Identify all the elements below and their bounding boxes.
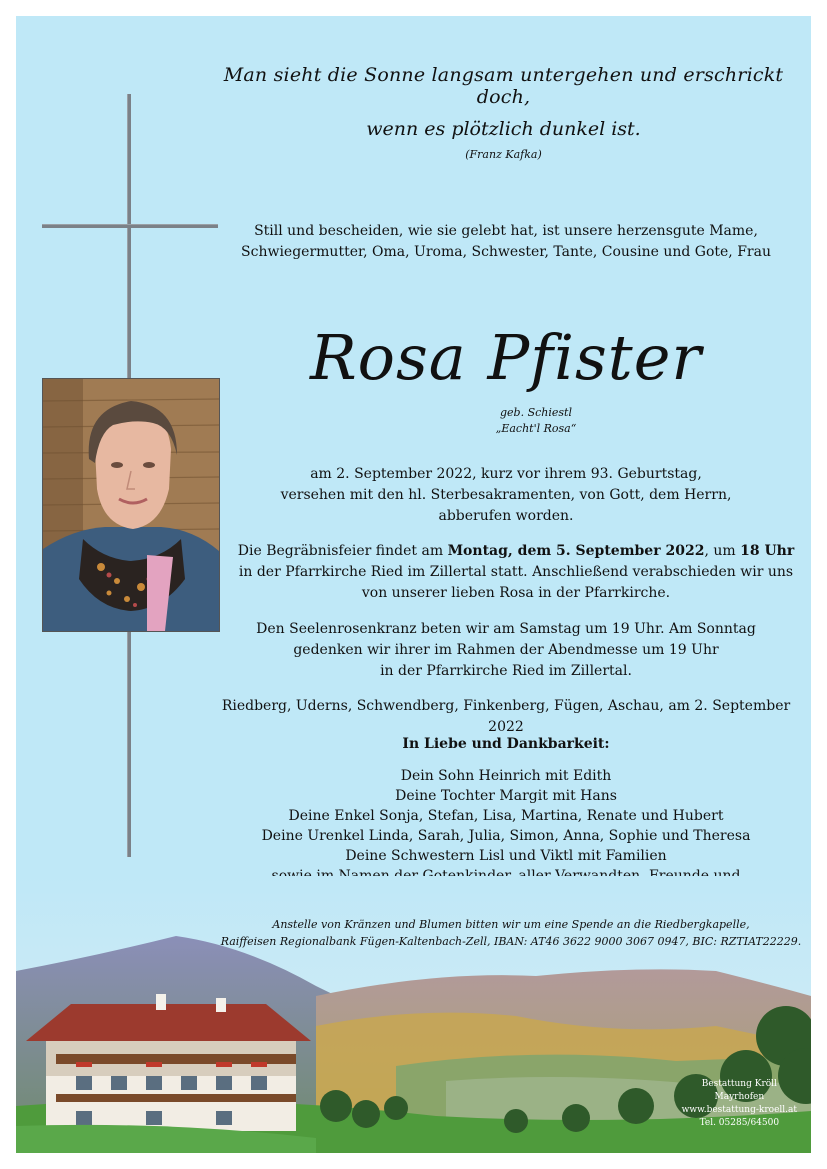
funeral-line-1 — [236, 541, 796, 562]
undertaker-town: Mayrhofen — [714, 1092, 765, 1102]
closing-line: In Liebe und Dankbarkeit: — [402, 736, 610, 752]
list-item: Deine Schwestern Lisl und Viktl mit Familien — [345, 848, 667, 864]
undertaker-info — [682, 1078, 797, 1130]
undertaker-phone: Tel. 05285/64500 — [699, 1118, 780, 1128]
donation-line-1: Anstelle von Kränzen und Blumen bitten wir um eine Spende an die Riedbergkapelle, — [272, 918, 750, 931]
funeral-notice — [236, 541, 796, 604]
rosary-notice — [236, 619, 776, 682]
funeral-line-2: in der Pfarrkirche Ried im Zillertal statt. Anschließend verabschieden wir uns — [238, 564, 794, 580]
donation-notice — [216, 916, 806, 950]
intro-line-1: Still und bescheiden, wie sie gelebt hat, ist unsere herzensgute Mame, — [254, 223, 758, 239]
undertaker-name: Bestattung Kröll — [701, 1079, 777, 1089]
list-item: Deine Tochter Margit mit Hans — [395, 788, 617, 804]
death-line-3: abberufen worden. — [438, 508, 574, 524]
place-date: Riedberg, Uderns, Schwendberg, Finkenberg, Fügen, Aschau, am 2. September 2022 — [221, 698, 791, 735]
rosary-line-3: in der Pfarrkirche Ried im Zillertal. — [380, 663, 632, 679]
nickname: „Eacht'l Rosa“ — [495, 422, 577, 435]
portrait-image — [43, 379, 219, 631]
obituary-card — [16, 16, 811, 1153]
rosary-line-1: Den Seelenrosenkranz beten wir am Samstag um 19 Uhr. Am Sonntag — [256, 621, 756, 637]
funeral-line-3: von unserer lieben Rosa in der Pfarrkirche. — [361, 585, 671, 601]
maiden-name: geb. Schiestl — [500, 406, 572, 419]
quote-author: (Franz Kafka) — [465, 148, 542, 161]
quote-line-1: Man sieht die Sonne langsam untergehen und erschrickt doch, — [223, 64, 784, 108]
cross-icon-horizontal — [42, 224, 218, 228]
portrait-photo — [42, 378, 220, 632]
rosary-line-2: gedenken wir ihrer im Rahmen der Abendmesse um 19 Uhr — [293, 642, 719, 658]
list-item: Deine Enkel Sonja, Stefan, Lisa, Martina, Renate und Hubert — [288, 808, 724, 824]
death-notice — [236, 464, 776, 527]
farmhouse-image — [26, 994, 311, 1131]
funeral-pre: Die Begräbnisfeier findet am — [237, 543, 448, 559]
funeral-time: 18 Uhr — [740, 543, 795, 559]
intro-text — [236, 221, 776, 263]
death-line-2: versehen mit den hl. Sterbesakramenten, von Gott, dem Herrn, — [280, 487, 732, 503]
death-line-1: am 2. September 2022, kurz vor ihrem 93. Geburtstag, — [310, 466, 702, 482]
undertaker-web: www.bestattung-kroell.at — [681, 1105, 797, 1115]
donation-line-2: Raiffeisen Regionalbank Fügen-Kaltenbach-Zell, IBAN: AT46 3622 9000 3067 0947, BIC: RZTIAT22229. — [220, 935, 802, 948]
maiden-name-block — [436, 405, 636, 437]
quote-line-2: wenn es plötzlich dunkel ist. — [366, 118, 641, 140]
intro-line-2: Schwiegermutter, Oma, Uroma, Schwester, Tante, Cousine und Gote, Frau — [241, 244, 771, 260]
list-item: Deine Urenkel Linda, Sarah, Julia, Simon, Anna, Sophie und Theresa — [261, 828, 751, 844]
deceased-name: Rosa Pfister — [309, 321, 703, 394]
funeral-mid: , um — [704, 543, 741, 559]
funeral-date: Montag, dem 5. September 2022 — [447, 543, 705, 559]
list-item: Dein Sohn Heinrich mit Edith — [400, 768, 612, 784]
